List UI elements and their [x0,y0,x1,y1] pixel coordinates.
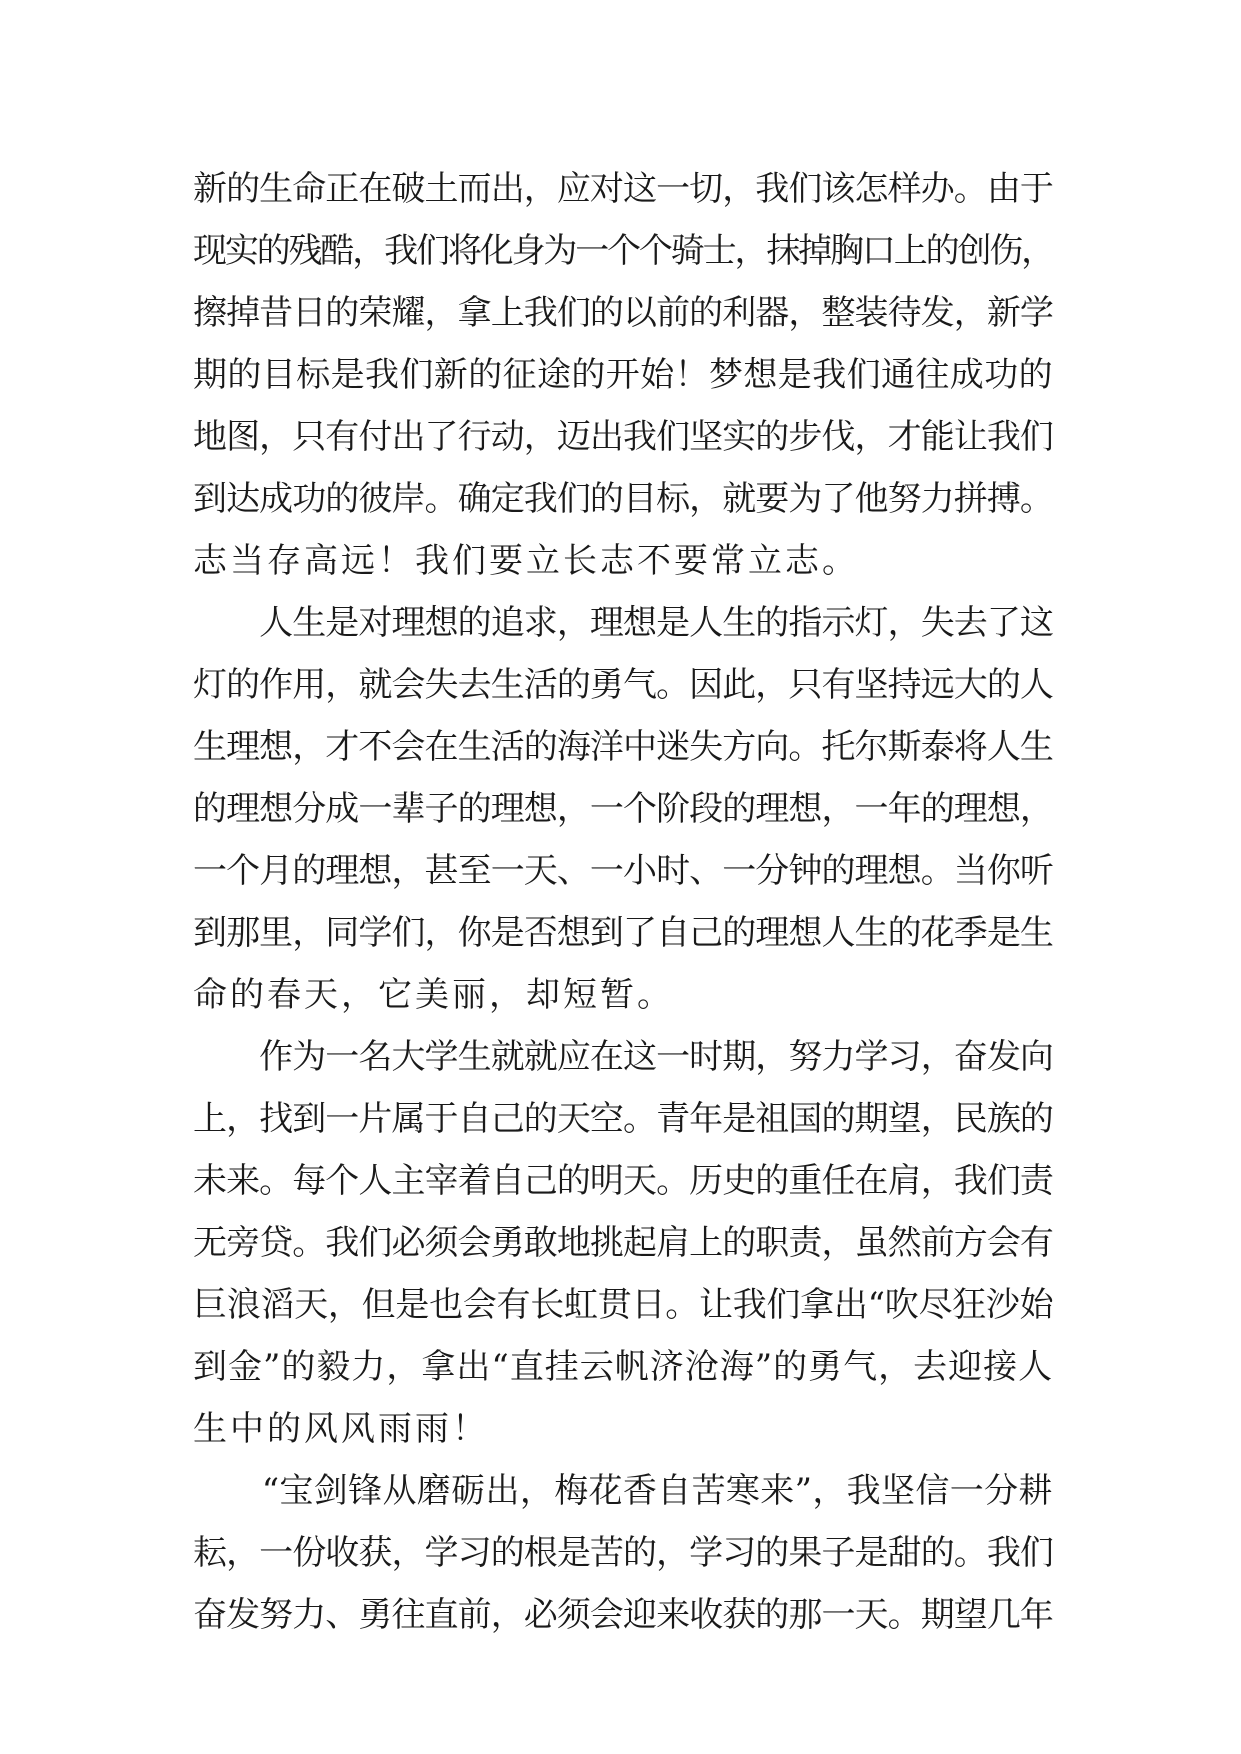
text-line: “宝剑锋从磨砺出，梅花香自苦寒来”，我坚信一分耕 [193,1471,1053,1511]
text-line: 上，找到一片属于自己的天空。青年是祖国的期望，民族的 [193,1099,1053,1139]
text-line: 作为一名大学生就就应在这一时期，努力学习，奋发向 [193,1037,1053,1077]
text-line: 新的生命正在破土而出，应对这一切，我们该怎样办。由于 [193,169,1053,209]
text-line: 巨浪滔天，但是也会有长虹贯日。让我们拿出“吹尽狂沙始 [193,1285,1054,1325]
text-line: 擦掉昔日的荣耀，拿上我们的以前的利器，整装待发，新学 [193,293,1053,333]
text-line: 未来。每个人主宰着自己的明天。历史的重任在肩，我们责 [193,1161,1053,1201]
text-line: 现实的残酷，我们将化身为一个个骑士，抹掉胸口上的创伤， [193,231,1053,271]
text-line: 的理想分成一辈子的理想，一个阶段的理想，一年的理想， [193,789,1053,829]
text-line: 一个月的理想，甚至一天、一小时、一分钟的理想。当你听 [193,851,1053,891]
text-line: 期的目标是我们新的征途的开始！梦想是我们通往成功的 [193,355,1053,395]
text-line: 无旁贷。我们必须会勇敢地挑起肩上的职责，虽然前方会有 [193,1223,1053,1263]
text-line: 奋发努力、勇往直前，必须会迎来收获的那一天。期望几年 [193,1595,1053,1635]
body-text [193,158,1053,1646]
text-line: 到金”的毅力，拿出“直挂云帆济沧海”的勇气，去迎接人 [193,1347,1054,1387]
text-line: 生理想，才不会在生活的海洋中迷失方向。托尔斯泰将人生 [193,727,1053,767]
text-line: 命的春天，它美丽，却短暂。 [193,975,674,1015]
text-line: 生中的风风雨雨！ [193,1409,489,1449]
text-line: 灯的作用，就会失去生活的勇气。因此，只有坚持远大的人 [193,665,1053,705]
text-line: 地图，只有付出了行动，迈出我们坚实的步伐，才能让我们 [193,417,1053,457]
text-line: 耘，一份收获，学习的根是苦的，学习的果子是甜的。我们 [193,1533,1053,1573]
text-line: 到达成功的彼岸。确定我们的目标，就要为了他努力拼搏。 [193,479,1053,519]
text-line: 到那里，同学们，你是否想到了自己的理想人生的花季是生 [193,913,1053,953]
text-line: 人生是对理想的追求，理想是人生的指示灯，失去了这 [193,603,1053,643]
text-line: 志当存高远！我们要立长志不要常立志。 [193,541,859,581]
